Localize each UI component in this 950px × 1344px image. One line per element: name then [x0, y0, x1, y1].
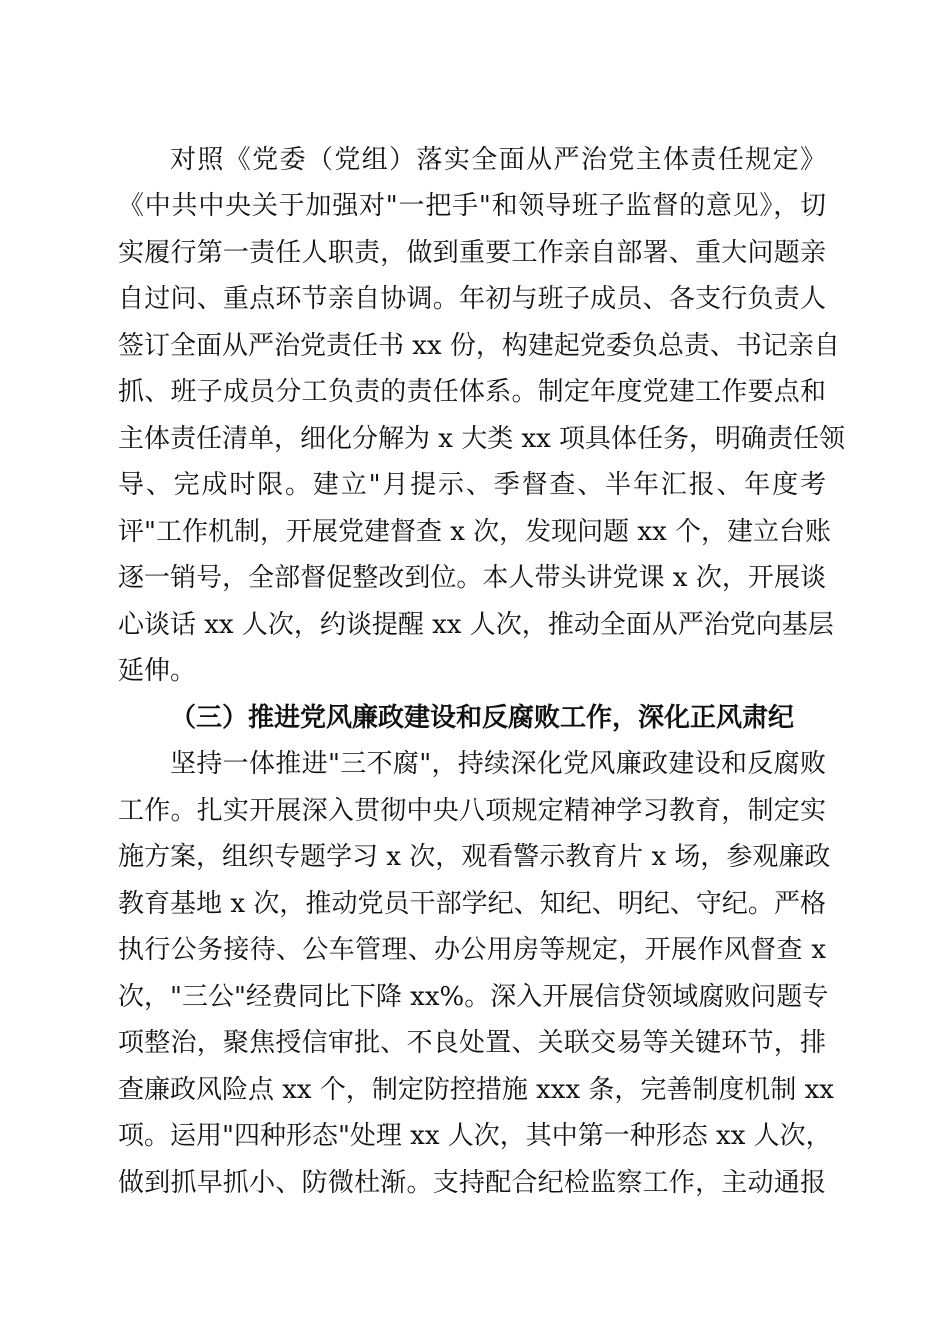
paragraph-2-line-6: 次，"三公"经费同比下降 xx%。深入开展信贷领域腐败问题专	[118, 982, 829, 1012]
paragraph-1-line-7: 主体责任清单，细化分解为 x 大类 xx 项具体任务，明确责任领	[118, 424, 846, 454]
paragraph-2-line-4: 教育基地 x 次，推动党员干部学纪、知纪、明纪、守纪。严格	[118, 889, 826, 919]
paragraph-1-line-8: 导、完成时限。建立"月提示、季督查、半年汇报、年度考	[118, 470, 826, 500]
paragraph-2-line-1: 坚持一体推进"三不腐"，持续深化党风廉政建设和反腐败	[170, 749, 826, 779]
paragraph-1-line-1: 对照《党委（党组）落实全面从严治党主体责任规定》	[170, 145, 826, 175]
paragraph-1-line-2: 《中共中央关于加强对"一把手"和领导班子监督的意见》，切	[118, 191, 826, 221]
paragraph-2-line-10: 做到抓早抓小、防微杜渐。支持配合纪检监察工作，主动通报	[118, 1168, 826, 1198]
paragraph-2-line-2: 工作。扎实开展深入贯彻中央八项规定精神学习教育，制定实	[118, 796, 826, 826]
section-heading: （三）推进党风廉政建设和反腐败工作，深化正风肃纪	[170, 703, 795, 733]
paragraph-2-line-9: 项。运用"四种形态"处理 xx 人次，其中第一种形态 xx 人次，	[118, 1121, 832, 1151]
paragraph-2-line-3: 施方案，组织专题学习 x 次，观看警示教育片 x 场，参观廉政	[118, 842, 831, 872]
paragraph-1-line-3: 实履行第一责任人职责，做到重要工作亲自部署、重大问题亲	[118, 238, 826, 268]
paragraph-1-line-9: 评"工作机制，开展党建督查 x 次，发现问题 xx 个，建立台账	[118, 517, 832, 547]
paragraph-2-line-7: 项整治，聚焦授信审批、不良处置、关联交易等关键环节，排	[118, 1028, 826, 1058]
paragraph-1-line-10: 逐一销号，全部督促整改到位。本人带头讲党课 x 次，开展谈	[118, 563, 826, 593]
paragraph-1-line-6: 抓、班子成员分工负责的责任体系。制定年度党建工作要点和	[118, 377, 826, 407]
paragraph-2-line-5: 执行公务接待、公车管理、办公用房等规定，开展作风督查 x	[118, 935, 826, 965]
paragraph-1-line-4: 自过问、重点环节亲自协调。年初与班子成员、各支行负责人	[118, 284, 826, 314]
paragraph-1-line-12: 延伸。	[118, 656, 197, 686]
paragraph-2-line-8: 查廉政风险点 xx 个，制定防控措施 xxx 条，完善制度机制 xx	[118, 1075, 834, 1105]
paragraph-1-line-5: 签订全面从严治党责任书 xx 份，构建起党委负总责、书记亲自	[118, 331, 840, 361]
paragraph-1-line-11: 心谈话 xx 人次，约谈提醒 xx 人次，推动全面从严治党向基层	[118, 610, 834, 640]
